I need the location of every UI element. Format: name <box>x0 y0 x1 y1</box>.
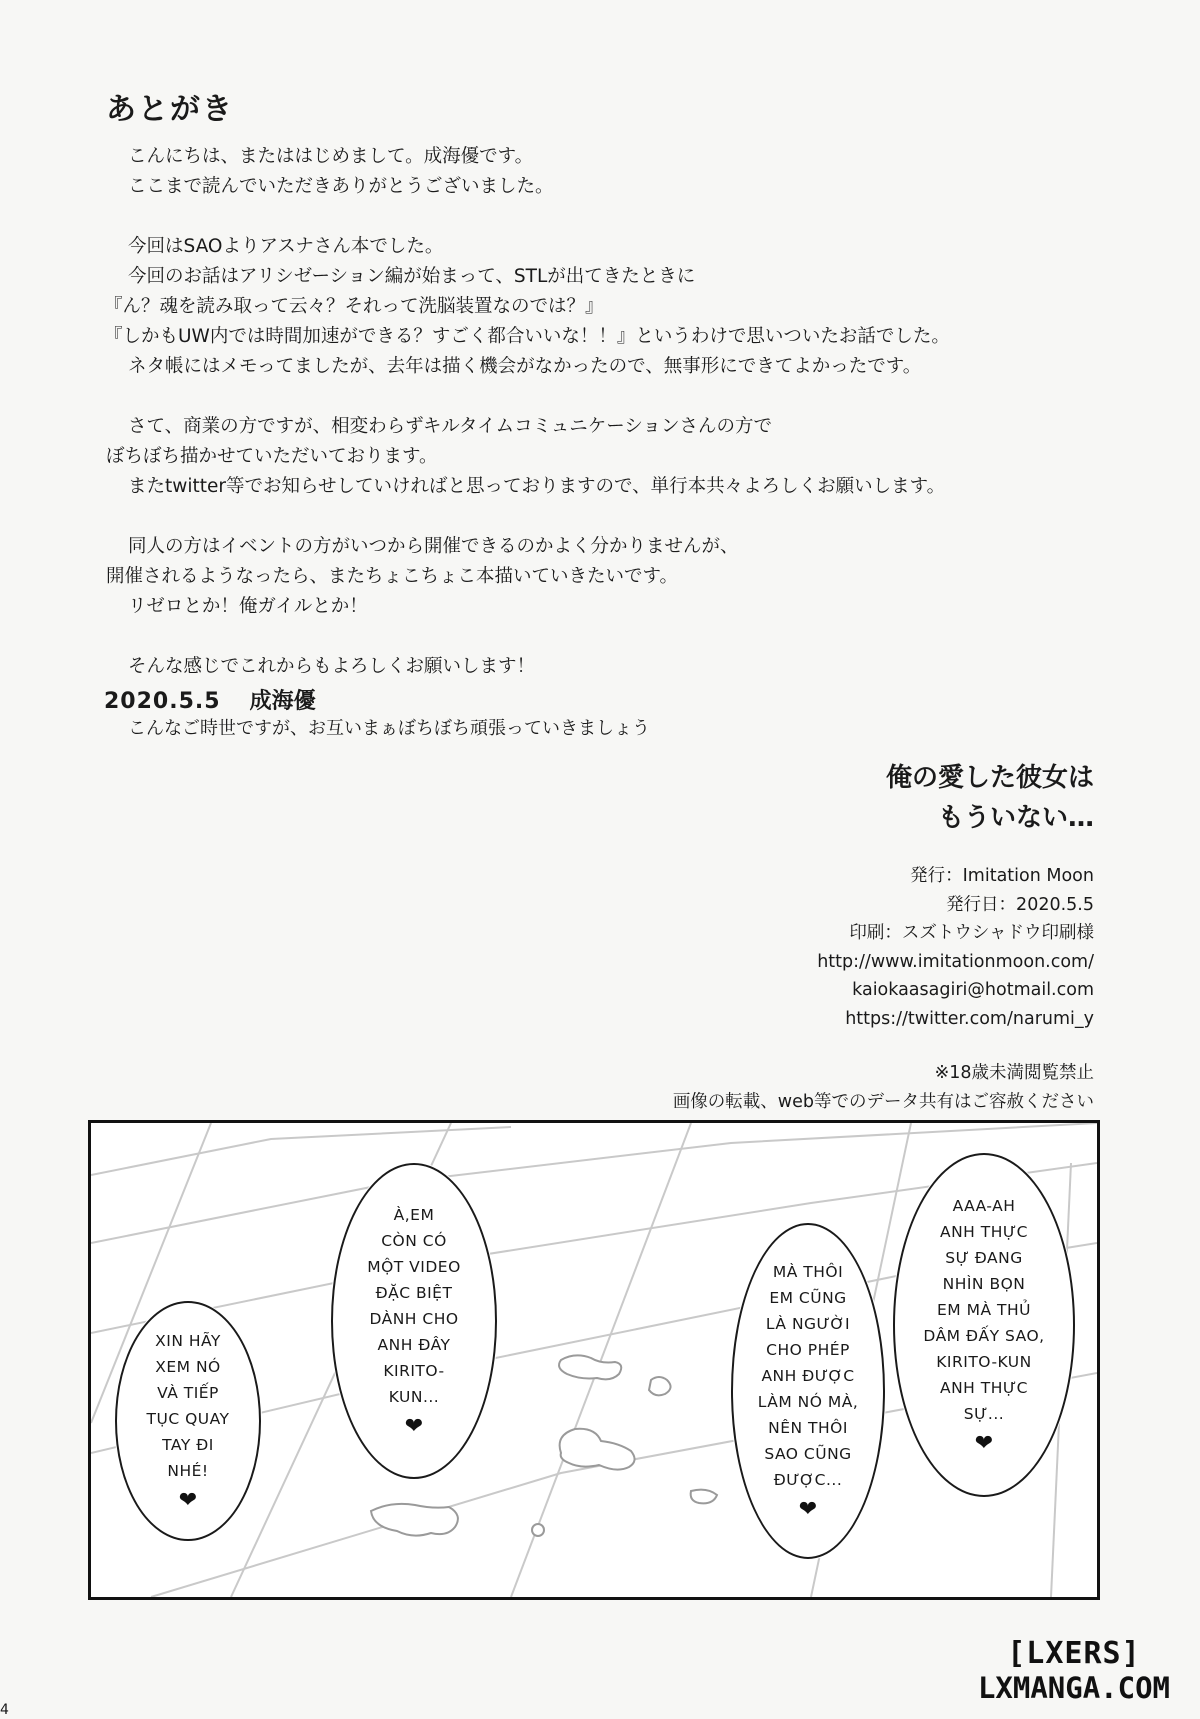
bubble-line: KIRITO-KUN <box>936 1353 1032 1371</box>
bubble-line: XIN HÃY <box>155 1332 221 1350</box>
bubble-line: À,EM <box>393 1206 435 1224</box>
paragraph-closing <box>128 652 1128 682</box>
bubble-line: DÂM ĐẤY SAO, <box>923 1327 1045 1345</box>
text-line: リゼロとか！俺ガイルとか！ <box>128 596 368 617</box>
text-line: 開催されるようなったら、またちょこちょこ本描いていきたいです。 <box>106 566 679 587</box>
site-watermark <box>978 1636 1170 1705</box>
bubble-line: ANH THỰC <box>939 1379 1029 1397</box>
text-line: ぼちぼち描かせていただいております。 <box>106 446 438 467</box>
text-line: 同人の方はイベントの方がいつから開催できるのかよく分かりませんが、 <box>128 536 739 557</box>
work-title-line: 俺の愛した彼女は <box>885 763 1094 793</box>
text-line: またtwitter等でお知らせしていければと思っておりますので、単行本共々よろしくお願いします。 <box>128 476 946 497</box>
bubble-line: KIRITO- <box>383 1362 445 1380</box>
watermark-group: [LXERS] <box>1007 1636 1141 1671</box>
heart-icon: ❤ <box>974 1431 994 1456</box>
colophon <box>673 862 1094 1116</box>
signature-name: 成海優 <box>249 689 316 714</box>
bubble-line: DÀNH CHO <box>369 1310 459 1328</box>
speech-bubble <box>731 1223 885 1559</box>
watermark-site: LXMANGA.COM <box>977 1671 1170 1705</box>
paragraph-story <box>104 232 1128 382</box>
bubble-line: CHO PHÉP <box>766 1341 850 1359</box>
bubble-line: NHÌN BỌN <box>942 1275 1026 1293</box>
paragraph-doujin <box>106 532 1128 622</box>
speech-bubble <box>893 1153 1075 1497</box>
bubble-line: ANH ĐƯỢC <box>761 1367 855 1385</box>
repost-notice: 画像の転載、web等でのデータ共有はご容赦ください <box>672 1091 1094 1112</box>
bubble-line: ĐẶC BIỆT <box>375 1284 453 1302</box>
page-number: 4 <box>0 1702 9 1718</box>
colophon-twitter: https://twitter.com/narumi_y <box>845 1008 1094 1029</box>
bubble-line: LÀ NGƯỜI <box>765 1315 851 1333</box>
bubble-line: VÀ TIẾP <box>157 1384 219 1402</box>
colophon-website: http://www.imitationmoon.com/ <box>817 951 1094 972</box>
text-line: 『ん？魂を読み取って云々？それって洗脳装置なのでは？』 <box>104 296 604 317</box>
text-line: ネタ帳にはメモってましたが、去年は描く機会がなかったので、無事形にできてよかったです。 <box>128 356 922 377</box>
bubble-line: LÀM NÓ MÀ, <box>757 1393 859 1411</box>
bubble-line: AAA-AH <box>952 1197 1016 1215</box>
bubble-line: ĐƯỢC... <box>773 1471 843 1489</box>
bubble-line: MỘT VIDEO <box>367 1258 461 1276</box>
heart-icon: ❤ <box>798 1497 818 1522</box>
bubble-line: ANH ĐÂY <box>377 1336 451 1354</box>
text-line: ここまで読んでいただきありがとうございました。 <box>128 176 554 197</box>
bubble-line: XEM NÓ <box>155 1358 221 1376</box>
speech-bubble <box>115 1301 261 1541</box>
bubble-line: NHÉ! <box>167 1462 209 1480</box>
afterword-title: あとがき <box>106 92 234 127</box>
signature-date: 2020.5.5 <box>104 689 221 714</box>
signature-note: こんなご時世ですが、お互いまぁぼちぼち頑張っていきましょう <box>128 718 650 739</box>
paragraph-greeting <box>128 142 1128 202</box>
bubble-line: EM CŨNG <box>769 1289 847 1307</box>
heart-icon: ❤ <box>404 1414 424 1439</box>
colophon-date: 発行日：2020.5.5 <box>946 894 1094 915</box>
bubble-line: NÊN THÔI <box>768 1419 848 1437</box>
bubble-line: TỤC QUAY <box>146 1410 230 1428</box>
bubble-line: MÀ THÔI <box>772 1263 844 1281</box>
bubble-line: ANH THỰC <box>939 1223 1029 1241</box>
bubble-line: CÒN CÓ <box>381 1232 447 1250</box>
bubble-line: SAO CŨNG <box>764 1445 852 1463</box>
text-line: 今回のお話はアリシゼーション編が始まって、STLが出てきたときに <box>128 266 696 287</box>
speech-bubble <box>331 1163 497 1479</box>
heart-icon: ❤ <box>178 1488 198 1513</box>
colophon-publisher: 発行：Imitation Moon <box>910 866 1094 886</box>
work-title <box>886 758 1094 838</box>
bubble-line: KUN... <box>388 1388 440 1406</box>
paragraph-commercial <box>106 412 1128 502</box>
text-line: そんな感じでこれからもよろしくお願いします！ <box>128 656 536 677</box>
colophon-email: kaiokaasagiri@hotmail.com <box>852 980 1094 1000</box>
bubble-line: SỰ... <box>963 1405 1005 1423</box>
text-line: さて、商業の方ですが、相変わらずキルタイムコミュニケーションさんの方で <box>128 416 772 437</box>
signature <box>104 684 316 715</box>
bubble-line: EM MÀ THỦ <box>937 1301 1031 1319</box>
afterword-body <box>104 142 1128 712</box>
comic-panel <box>88 1120 1100 1600</box>
age-notice: ※18歳未満閲覧禁止 <box>934 1063 1094 1083</box>
bubble-line: TAY ĐI <box>162 1436 214 1454</box>
bubble-line: SỰ ĐANG <box>945 1249 1023 1267</box>
work-title-line: もういない… <box>937 803 1094 833</box>
text-line: こんにちは、またははじめまして。成海優です。 <box>128 146 534 167</box>
text-line: 『しかもUW内では時間加速ができる？すごく都合いいな！！』というわけで思いついたお話でした。 <box>104 326 950 347</box>
text-line: 今回はSAOよりアスナさん本でした。 <box>128 236 444 257</box>
colophon-printer: 印刷：スズトウシャドウ印刷様 <box>849 923 1094 943</box>
